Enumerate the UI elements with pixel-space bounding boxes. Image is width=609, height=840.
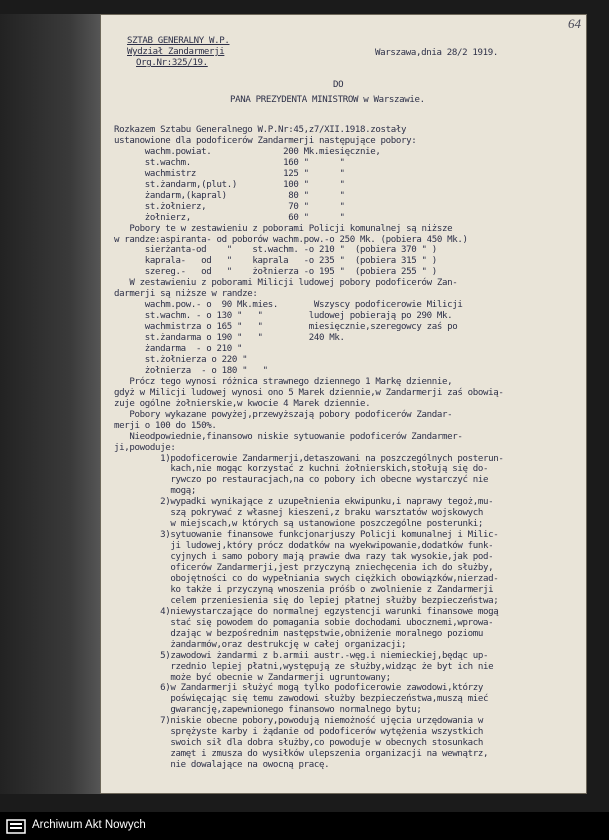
body-line: 1)podoficerowie Zandarmerji,detaszowani na poszczególnych posterun- — [114, 453, 504, 464]
body-line: swoich sił dla dobra służby,co powoduje w obecnych stosunkach — [114, 738, 483, 749]
document-page — [100, 14, 587, 794]
body-line: rzednio lepiej płatni,występują ze służby,widząc że byt ich nie — [114, 661, 494, 672]
page-number: 64 — [568, 16, 581, 31]
body-line: zuje ogólne żołnierskie,w kwocie 4 Marek dziennie. — [114, 398, 371, 409]
body-line: mogą; — [114, 486, 196, 497]
body-line: 3)sytuowanie finansowe funkcjonarjuszy Policji komunalnej i Milic- — [114, 530, 499, 541]
body-line: ji,powoduje: — [114, 442, 176, 453]
body-line: 2)wypadki wynikające z uzupełnienia ekwipunku,i naprawy tegoż,mu- — [114, 497, 494, 508]
body-line: Rozkazem Sztabu Generalnego W.P.Nr:45,z7/XII.1918.zostały — [114, 125, 407, 135]
body-line: ko także i przyczyną wnoszenia próśb o zwolnienie z Zandarmerji — [114, 584, 494, 595]
body-line: st.żołnierz, 70 " " — [114, 201, 345, 212]
addressee-name: PANA PREZYDENTA MINISTROW w Warszawie. — [230, 95, 425, 105]
body-line: W zestawieniu z poborami Milicji ludowej pobory podoficerów Zan- — [114, 278, 458, 289]
body-line: szereg.- od " żołnierza -o 195 " (pobiera 255 " ) — [114, 267, 437, 278]
body-line: w randze:aspiranta- od poborów wachm.pow.-o 250 Mk. (pobiera 450 Mk.) — [114, 234, 468, 245]
body-line: sierżanta-od " st.wachm. -o 210 " (pobiera 370 " ) — [114, 245, 437, 256]
body-line: może być obecnie w Zandarmerji ugruntowany; — [114, 672, 391, 683]
body-line: gwarancję,zapewnionego finansowo normalnego bytu; — [114, 705, 422, 716]
body-line: wachmistrza o 165 " " miesięcznie,szeregowcy zaś po — [114, 322, 458, 333]
body-line: w miejscach,w których są ustanowione poszczególne posterunki; — [114, 519, 483, 530]
archive-logo-icon — [6, 817, 26, 835]
body-line: cyjnych i samo pobory mają prawie dwa razy tak wysokie,jak pod- — [114, 552, 494, 563]
body-line: ustanowione dla podoficerów Zandarmerji następujące pobory: — [114, 135, 417, 146]
archive-name: Archiwum Akt Nowych — [32, 819, 146, 831]
body-line: Pobory te w zestawieniu z poborami Policji komunalnej są niższe — [114, 223, 453, 234]
body-line: st.żandarm,(plut.) 100 " " — [114, 179, 345, 190]
body-line: wachm.powiat. 200 Mk.miesięcznie, — [114, 146, 381, 157]
body-line: sprężyste karby i żądanie od podoficerów wytężenia wszystkich — [114, 727, 483, 738]
body-line: st.żołnierza o 220 " — [114, 354, 248, 365]
org-line-3: Org.Nr:325/19. — [136, 58, 208, 68]
body-line: kaprala- od " kaprala -o 235 " (pobiera 315 " ) — [114, 256, 437, 267]
body-line: zamęt i zmusza do wysiłków ulepszenia organizacji na wewnątrz, — [114, 749, 489, 760]
body-line: Nieodpowiednie,finansowo niskie sytuowanie podoficerów Zandarmer- — [114, 431, 463, 442]
body-line: żandarmów,oraz destrukcję w całej organizacji; — [114, 639, 407, 650]
body-line: 5)zawodowi żandarmi z b.armii austr.-węg.i niemieckiej,będąc up- — [114, 650, 489, 661]
body-line: Pobory wykazane powyżej,przewyższają pobory podoficerów Zandar- — [114, 409, 453, 420]
body-line: poświęcając się temu zawodowi służby bezpieczeństwa,muszą mieć — [114, 694, 489, 705]
body-line: st.żandarma o 190 " " 240 Mk. — [114, 333, 345, 344]
addressee-to: DO — [333, 80, 344, 90]
org-line-2: Wydział Zandarmerji — [127, 47, 225, 57]
body-line: 7)niskie obecne pobory,powodują niemożność ujęcia urzędowania w — [114, 716, 483, 727]
body-line: obojętności co do wypełniania swych ciężkich obowiązków,nierzad- — [114, 573, 499, 584]
body-line: wachm.pow.- o 90 Mk.mies. Wszyscy podoficerowie Milicji — [114, 300, 463, 311]
body-line: wachmistrz 125 " " — [114, 168, 345, 179]
body-line: 6)w Zandarmerji służyć mogą tylko podoficerowie zawodowi,którzy — [114, 683, 483, 694]
body-line: żandarma - o 210 " — [114, 344, 243, 354]
body-line: merji o 100 do 150%. — [114, 420, 217, 431]
body-line: 4)niewystarczające do normalnej egzystencji warunki finansowe mogą — [114, 606, 499, 617]
body-line: celem przeniesienia się do lepiej płatnej służby bezpieczeństwa; — [114, 595, 499, 606]
body-line: żandarm,(kapral) 80 " " — [114, 190, 345, 201]
scan-fold-shadow — [0, 14, 100, 794]
body-line: stać się powodem do pomagania sobie dochodami ubocznemi,wprowa- — [114, 617, 494, 628]
body-line: żołnierz, 60 " " — [114, 212, 345, 223]
body-line: darmerji są niższe w randze: — [114, 289, 258, 300]
body-line: Prócz tego wynosi różnica strawnego dziennego 1 Markę dziennie, — [114, 376, 453, 387]
body-line: gdyż w Milicji ludowej wynosi ono 5 Marek dziennie,w Zandarmerji zaś obowią- — [114, 387, 504, 398]
place-date: Warszawa,dnia 28/2 1919. — [375, 48, 498, 58]
org-line-1: SZTAB GENERALNY W.P. — [127, 36, 230, 46]
body-line: oficerów Zandarmerji,jest przyczyną zniechęcenia ich do służby, — [114, 563, 494, 573]
body-line: żołnierza - o 180 " " — [114, 365, 268, 376]
body-line: ji ludowej,który prócz dodatków na wyekwipowanie,dodatków funk- — [114, 541, 494, 552]
body-line: szą pokrywać z własnej kieszeni,z braku warsztatów wojskowych — [114, 508, 483, 519]
body-line: st.wachm. 160 " " — [114, 157, 345, 168]
body-line: nie dowalające na owocną pracę. — [114, 760, 330, 771]
body-line: st.wachm. - o 130 " " ludowej pobierają po 290 Mk. — [114, 311, 453, 322]
body-line: dzając w bezpośrednim następstwie,obniżenie moralnego poziomu — [114, 628, 483, 639]
body-line: kach,nie mogąc korzystać z kuchni żołnierskich,stołują się do- — [114, 464, 489, 475]
body-line: rywczo po restauracjach,na co pobory ich obecne wystarczyć nie — [114, 475, 489, 486]
